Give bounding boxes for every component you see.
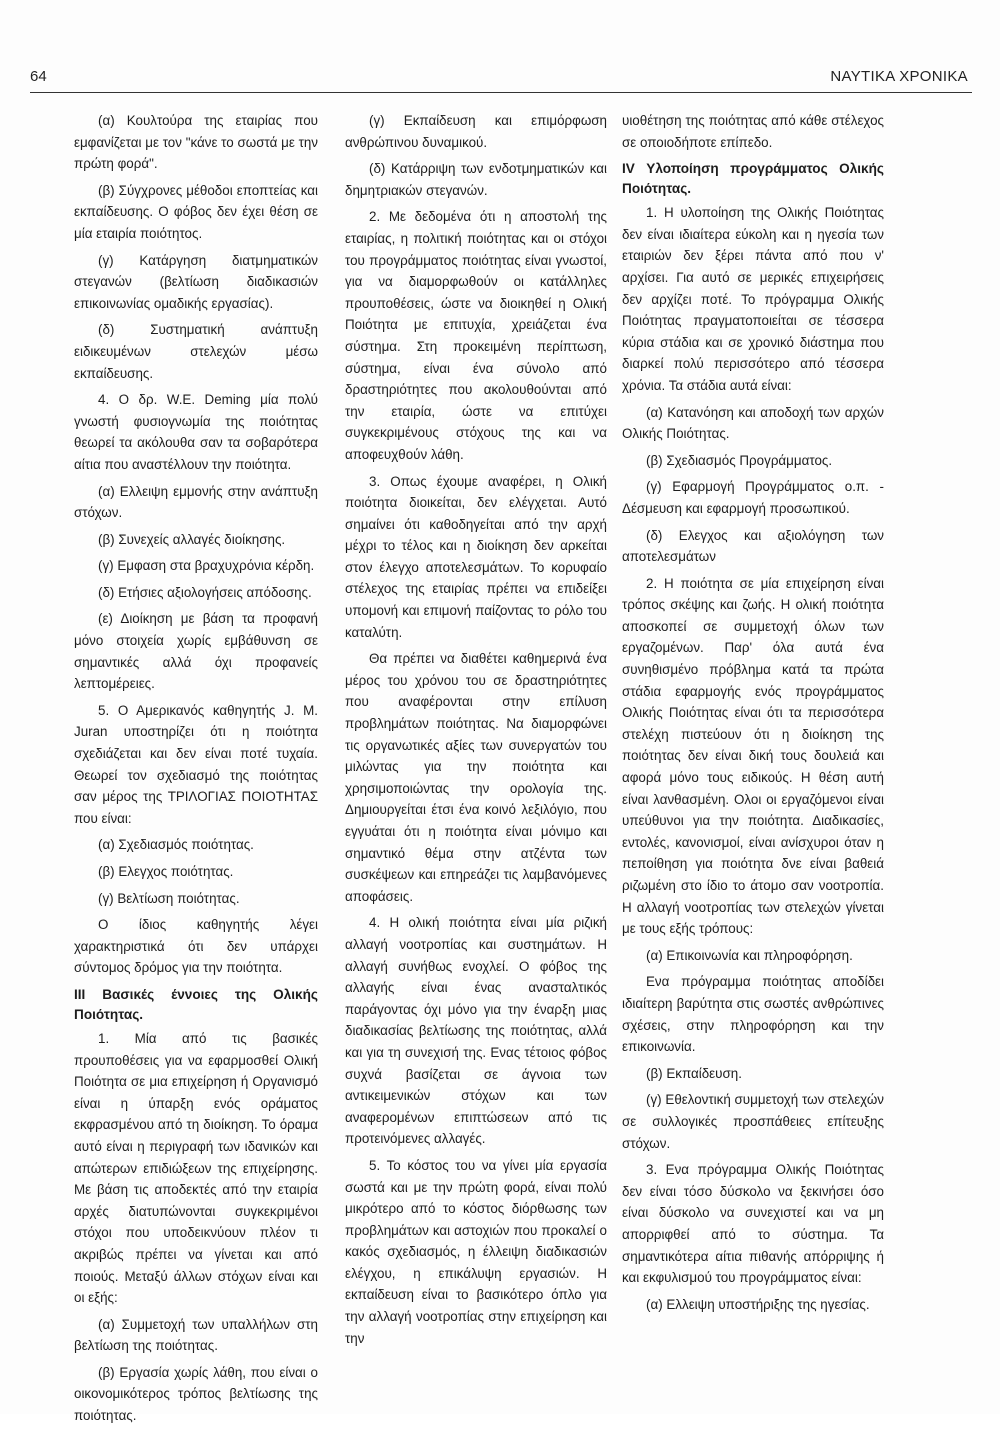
paragraph: (α) Ελλειψη εμμονής στην ανάπτυξη στόχων. xyxy=(74,483,318,521)
paragraph: Ο ίδιος καθηγητής λέγει χαρακτηριστικά ότι δεν υπάρχει σύντομος δρόμος για την ποιότητα. xyxy=(74,917,318,976)
page-header xyxy=(30,64,972,92)
paragraph: (α) Κατανόηση και αποδοχή των αρχών Ολικής Ποιότητας. xyxy=(622,404,884,442)
paragraph: 2. Η ποιότητα σε μία επιχείρηση είναι τρόπος σκέψης και ζωής. Η ολική ποιότητα αποσκοπεί σε συμμετοχή όλων των εργαζομένων. Παρ' όλα αυτά ένα συνηθισμένο πρόβλημα κατά τα πρώτα στάδια εφαρμογής ενός προγράμματος Ολικής Ποιότητας είναι ότι τα περισσότερα στελέχη πιστεύουν ότι η διοίκηση της ποιότητας δεν είναι δική τους δουλειά και αφορά μόνο τους ειδικούς. Η θέση αυτή είναι λανθασμένη. Ολοι οι εργαζόμενοι είναι υπεύθυνοι για την ποιότητα. Διαδικασίες, εντολές, κανονισμοί, είναι ανίσχυροι όταν η πεποίθηση για ποιότητα δνε είναι βαθειά ριζωμένη στο ίδιο το άτομο σαν νοοτροπία. Η αλλαγή νοοτροπίας των στελεχών γίνεται με τους εξής τρόπους: xyxy=(622,575,884,937)
magazine-title: ΝΑΥΤΙΚΑ ΧΡΟΝΙΚΑ xyxy=(830,68,968,85)
paragraph: (γ) Εθελοντική συμμετοχή των στελεχών σε συλλογικές προσπάθειες επίτευξης στόχων. xyxy=(622,1092,884,1151)
paragraph: (ε) Διοίκηση με βάση τα προφανή μόνο στοιχεία χωρίς εμβάθυνση σε σημαντικές αλλά όχι προφανείς λεπτομέρειες. xyxy=(74,611,318,692)
paragraph: (β) Συνεχείς αλλαγές διοίκησης. xyxy=(98,531,286,547)
paragraph: (δ) Ετήσιες αξιολογήσεις απόδοσης. xyxy=(98,584,312,600)
text-column-2 xyxy=(345,110,607,1354)
header-divider xyxy=(30,92,972,93)
paragraph: (γ) Βελτίωση ποιότητας. xyxy=(98,890,240,906)
paragraph: (α) Σχεδιασμός ποιότητας. xyxy=(98,837,254,853)
paragraph: 2. Με δεδομένα ότι η αποστολή της εταιρίας, η πολιτική ποιότητας και οι στόχοι του προγράμματος ποιότητας είναι γνωστοί, για να διαμορφωθούν οι κατάλληλες προυποθέσεις, ώστε να διοικηθεί η Ολική Ποιότητα με επιτυχία, χρειάζεται ένα σύστημα. Στη προκειμένη περίπτωση, σύστημα, είναι ένα σύνολο από δραστηριότητες που ακολουθούνται από την εταιρία, ώστε να επιτύχει συγκεκριμένους στόχους της και να αποφευχθούν λάθη. xyxy=(345,209,607,462)
paragraph: 3. Οπως έχουμε αναφέρει, η Ολική ποιότητα διοικείται, δεν ελέγχεται. Αυτό σημαίνει ότι καθοδηγείται από την αρχή μέχρι το τέλος και η διοίκηση δεν αρκείται στον έλεγχο αποτελεσμάτων. Το κορυφαίο στέλεχος της εταιρίας πρέπει να επιδείξει υπομονή και επιμονή παίζοντας το ρόλο του καταλύτη. xyxy=(345,473,607,640)
paragraph: 1. Μία από τις βασικές προυποθέσεις για να εφαρμοσθεί Ολική Ποιότητα σε μια επιχείρηση ή Οργανισμό είναι η ύπαρξη ενός οράματος εκφρασμένου από τη διοίκηση. Το όραμα αυτό είναι η περιγραφή των ιδανικών και απώτερων επιδιώξεων της επιχείρησης. Με βάση τις αποδεκτές από την εταιρία αρχές διατυπώνονται συγκεκριμένοι στόχοι που υποδεικνύουν πλέον τι ακριβώς πρέπει να γίνεται και από ποιούς. Μεταξύ άλλων στόχων είναι και οι εξής: xyxy=(74,1030,318,1306)
paragraph: (γ) Κατάργηση διατμηματικών στεγανών (βελτίωση διαδικασιών επικοινωνίας ομαδικής εργασίας). xyxy=(74,252,318,311)
paragraph: (δ) Κατάρριψη των ενδοτμηματικών και δημητριακών στεγανών. xyxy=(345,161,607,198)
section-heading: III Βασικές έννοιες της Ολικής Ποιότητας. xyxy=(74,986,318,1022)
page-number: 64 xyxy=(30,68,47,85)
paragraph: υιοθέτηση της ποιότητας από κάθε στέλεχος σε οποιοδήποτε επίπεδο. xyxy=(622,113,884,150)
paragraph: (α) Συμμετοχή των υπαλλήλων στη βελτίωση της ποιότητας. xyxy=(74,1316,318,1354)
paragraph: 4. Ο δρ. W.E. Deming μία πολύ γνωστή φυσιογνωμία της ποιότητας θεωρεί τα ακόλουθα σαν τα σοβαρότερα αίτια που αναστέλλουν την ποιότητα. xyxy=(74,392,318,472)
text-column-1 xyxy=(74,110,318,1432)
paragraph: (β) Εργασία χωρίς λάθη, που είναι ο οικονομικότερος τρόπος βελτίωσης της ποιότητας. xyxy=(74,1364,318,1424)
paragraph: (α) Ελλειψη υποστήριξης της ηγεσίας. xyxy=(646,1296,870,1312)
paragraph: 4. Η ολική ποιότητα είναι μία ριζική αλλαγή νοοτροπίας και συστημάτων. Η αλλαγή συνήθως ενοχλεί. Ο φόβος της αλλαγής είναι ένας ανασταλτικός παράγοντας όχι μόνο για την έναρξη μιας διαδικασίας βελτίωσης της ποιότητας, αλλά και για τη συνεχισή της. Ενας τέτοιος φόβος συχνά βασίζεται σε άγνοια των αντικειμενικών στόχων και των αναφερομένων επιπτώσεων από τις προτεινόμενες αλλαγές. xyxy=(345,915,607,1147)
paragraph: 3. Ενα πρόγραμμα Ολικής Ποιότητας δεν είναι τόσο δύσκολο να ξεκινήσει όσο είναι δύσκολο να συνεχιστεί και να μη απορριφθεί από το σύστημα. Τα σημαντικότερα αίτια πιθανής απόρριψης ή και εκφυλισμού του προγράμματος είναι: xyxy=(622,1162,884,1286)
paragraph: 1. Η υλοποίηση της Ολικής Ποιότητας δεν είναι ιδιαίτερα εύκολη και η ηγεσία των εταιριών δεν ξέρει πάντα από που ν' αρχίσει. Για αυτό σε μερικές επιχειρήσεις δεν αρχίζει ποτέ. Το πρόγραμμα Ολικής Ποιότητας πραγματοποιείται σε τέσσερα κύρια στάδια και σε χρονικό διάστημα που διαρκεί πολύ περισσότερο από τέσσερα χρόνια. Τα στάδια αυτά είναι: xyxy=(622,205,884,393)
paragraph: 5. Το κόστος του να γίνει μία εργασία σωστά και με την πρώτη φορά, είναι πολύ μικρότερο από το κόστος διόρθωσης των προβλημάτων και αστοχιών που προκαλεί ο κακός σχεδιασμός, η έλλειψη διαδικασιών ελέγχου, η επικάλυψη εργασιών. Η εκπαίδευση είναι το βασικότερο όπλο για την αλλαγή νοοτροπίας στην επιχείρηση και την xyxy=(345,1157,607,1346)
paragraph: (γ) Εμφαση στα βραχυχρόνια κέρδη. xyxy=(98,558,315,574)
paragraph: (δ) Ελεγχος και αξιολόγηση των αποτελεσμάτων xyxy=(622,527,884,565)
section-heading: IV Υλοποίηση προγράμματος Ολικής Ποιότητας. xyxy=(622,161,884,197)
paragraph: (β) Σύγχρονες μέθοδοι εποπτείας και εκπαίδευσης. Ο φόβος δεν έχει θέση σε μία εταιρία ποιότητος. xyxy=(74,182,318,241)
paragraph: (α) Επικοινωνία και πληροφόρηση. xyxy=(646,947,853,963)
paragraph: (δ) Συστηματική ανάπτυξη ειδικευμένων στελεχών μέσω εκπαίδευσης. xyxy=(74,322,318,381)
paragraph: Θα πρέπει να διαθέτει καθημερινά ένα μέρος του χρόνου του σε δραστηριότητες που αναφέρονται στην επίλυση προβλημάτων ποιότητας. Να διαμορφώνει τις οργανωτικές αξίες των συνεργατών του μιλώντας για την ποιότητα και χρησιμοποιώντας την ορολογία της. Δημιουργείται έτσι ένα κοινό λεξιλόγιο, που εγγυάται ότι η ποιότητα είναι μόνιμο και σημαντικό θέμα στην ατζέντα των συσκέψεων και επηρεάζει τις λαμβανόμενες αποφάσεις. xyxy=(345,651,607,904)
paragraph: (α) Κουλτούρα της εταιρίας που εμφανίζεται με τον "κάνε το σωστά με την πρώτη φορά". xyxy=(74,113,318,172)
paragraph: (γ) Εκπαίδευση και επιμόρφωση ανθρώπινου δυναμικού. xyxy=(345,113,607,150)
paragraph: 5. Ο Αμερικανός καθηγητής J. M. Juran υποστηρίζει ότι η ποιότητα σχεδιάζεται και δεν είναι ποτέ τυχαία. Θεωρεί τον σχεδιασμό της ποιότητας σαν μέρος της ΤΡΙΛΟΓΙΑΣ ΠΟΙΟΤΗΤΑΣ που είναι: xyxy=(74,702,318,826)
paragraph: Ενα πρόγραμμα ποιότητας αποδίδει ιδιαίτερη βαρύτητα στις σωστές ανθρώπινες σχέσεις, στην πληροφόρηση και την επικοινωνία. xyxy=(622,974,884,1055)
paragraph: (γ) Εφαρμογή Προγράμματος ο.π. - Δέσμευση και εφαρμογή προσωπικού. xyxy=(622,479,884,516)
paragraph: (β) Ελεγχος ποιότητας. xyxy=(98,864,234,879)
paragraph: (β) Εκπαίδευση. xyxy=(646,1065,742,1081)
paragraph: (β) Σχεδιασμός Προγράμματος. xyxy=(646,452,833,468)
text-column-3 xyxy=(622,110,884,1320)
